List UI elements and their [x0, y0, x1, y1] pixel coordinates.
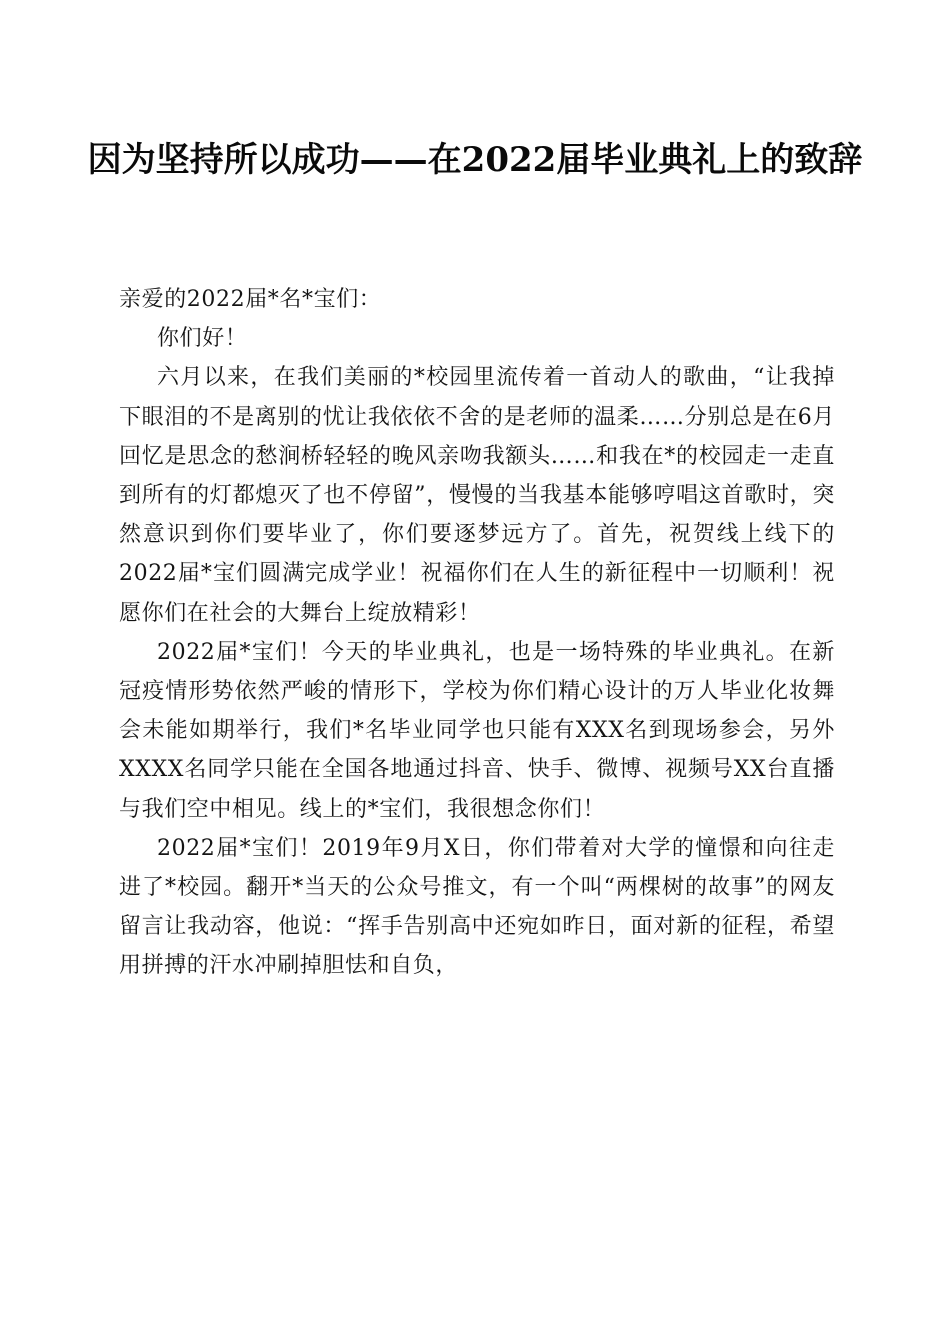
paragraph: 六月以来，在我们美丽的*校园里流传着一首动人的歌曲，“让我掉下眼泪的不是离别的忧让我依依不舍的是老师的温柔……分别总是在6月回忆是思念的愁涧桥轻轻的晚风亲吻我额头……和我在*的校园走一走直到所有的灯都熄灭了也不停留”，慢慢的当我基本能够哼唱这首歌时，突然意识到你们要毕业了，你们要逐梦远方了。首先，祝贺线上线下的2022届*宝们圆满完成学业！祝福你们在人生的新征程中一切顺利！祝愿你们在社会的大舞台上绽放精彩！: [119, 365, 835, 626]
greeting: 你们好！: [157, 326, 248, 352]
document-title: 因为坚持所以成功——在2022届毕业典礼上的致辞: [87, 140, 863, 180]
document-body: [119, 280, 835, 986]
salutation: 亲爱的2022届*名*宝们：: [119, 287, 382, 312]
paragraph: 2022届*宝们！2019年9月X日，你们带着对大学的憧憬和向往走进了*校园。翻开*当天的公众号推文，有一个叫“两棵树的故事”的网友留言让我动容，他说：“挥手告别高中还宛如昨日，面对新的征程，希望用拼搏的汗水冲刷掉胆怯和自负，: [119, 835, 835, 979]
paragraph: 2022届*宝们！今天的毕业典礼，也是一场特殊的毕业典礼。在新冠疫情形势依然严峻的情形下，学校为你们精心设计的万人毕业化妆舞会未能如期举行，我们*名毕业同学也只能有XXX名到现场参会，另外XXXX名同学只能在全国各地通过抖音、快手、微博、视频号XX台直播与我们空中相见。线上的*宝们，我很想念你们！: [119, 639, 835, 822]
